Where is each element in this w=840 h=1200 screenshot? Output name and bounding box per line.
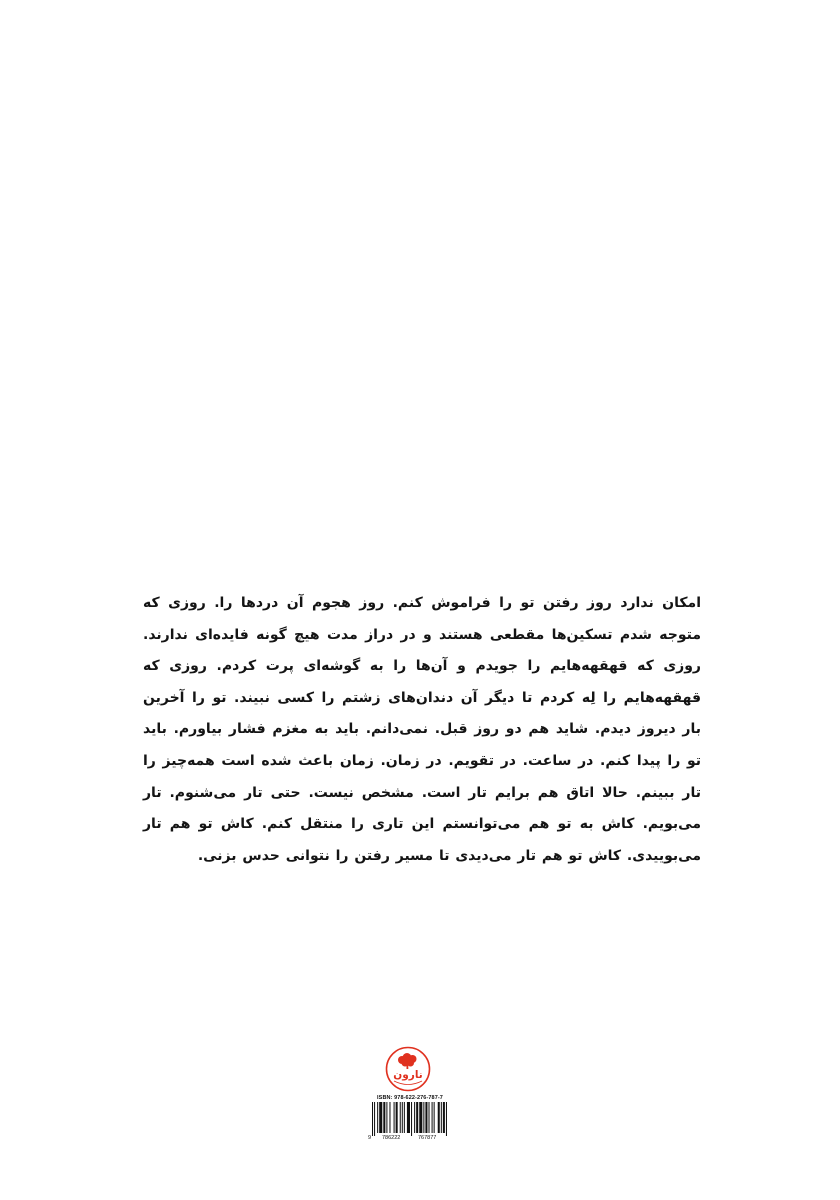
publisher-logo-text: نارون [393,1069,423,1081]
barcode-bar [394,1102,395,1133]
barcode-bar [434,1102,435,1133]
barcode-bars [372,1102,448,1136]
barcode-bar [374,1102,375,1136]
barcode-bar [432,1102,433,1133]
barcode-bar [377,1102,378,1133]
barcode-bar [389,1102,390,1133]
barcode-bar [416,1102,418,1133]
barcode-bar [419,1102,422,1133]
barcode-bar [428,1102,429,1133]
barcode-digits-right: 767877 [418,1135,437,1141]
barcode-bar [411,1102,412,1136]
barcode-bar [425,1102,427,1133]
publisher-logo [385,1046,431,1092]
barcode-bar [446,1102,447,1136]
isbn-label: ISBN: 978-622-276-787-7 [377,1095,443,1101]
barcode-bar [402,1102,403,1133]
publisher-logo-arc [394,1081,422,1085]
barcode-bar [383,1102,385,1133]
barcode-bar [423,1102,424,1133]
barcode-bar [396,1102,398,1133]
barcode-bar [400,1102,401,1133]
barcode-bar [372,1102,373,1136]
isbn-barcode [368,1095,452,1143]
barcode-digits-left: 786222 [382,1135,401,1141]
barcode-bar [438,1102,440,1133]
barcode-bar [379,1102,382,1133]
barcode-bar [404,1102,405,1133]
barcode-bar [441,1102,442,1133]
barcode-bar [443,1102,445,1133]
barcode-digit-first: 9 [368,1135,372,1141]
barcode-bar [407,1102,410,1133]
barcode-bar [386,1102,387,1133]
back-cover-blurb: امکان ندارد روز رفتن تو را فراموش کنم. روز هجوم آن دردها را. روزی که متوجه شدم تسکین‌ها مقطعی هستند و در دراز مدت هیچ گونه فایده‌ای ندارند. روزی که قهقهه‌هایم را جویدم و آن‌ها را به گوشه‌ای پرت کردم. روزی که قهقهه‌هایم را لِه کردم تا دیگر آن دندان‌های زشتم را کسی نبیند. تو را آخرین بار دیروز دیدم. شاید هم دو روز قبل. نمی‌دانم. باید به مغزم فشار بیاورم. باید تو را پیدا کنم. در ساعت. در تقویم. در زمان. زمان باعث شده است همه‌چیز را تار ببینم. حالا اتاق هم برایم تار است. مشخص نیست. حتی تار می‌شنوم. تار می‌بویم. کاش به تو هم می‌توانستم این تاری را منتقل کنم. کاش تو هم تار می‌بوییدی. کاش تو هم تار می‌دیدی تا مسیر رفتن را نتوانی حدس بزنی. [143,595,701,864]
tree-icon [398,1053,417,1069]
barcode-bar [414,1102,415,1133]
